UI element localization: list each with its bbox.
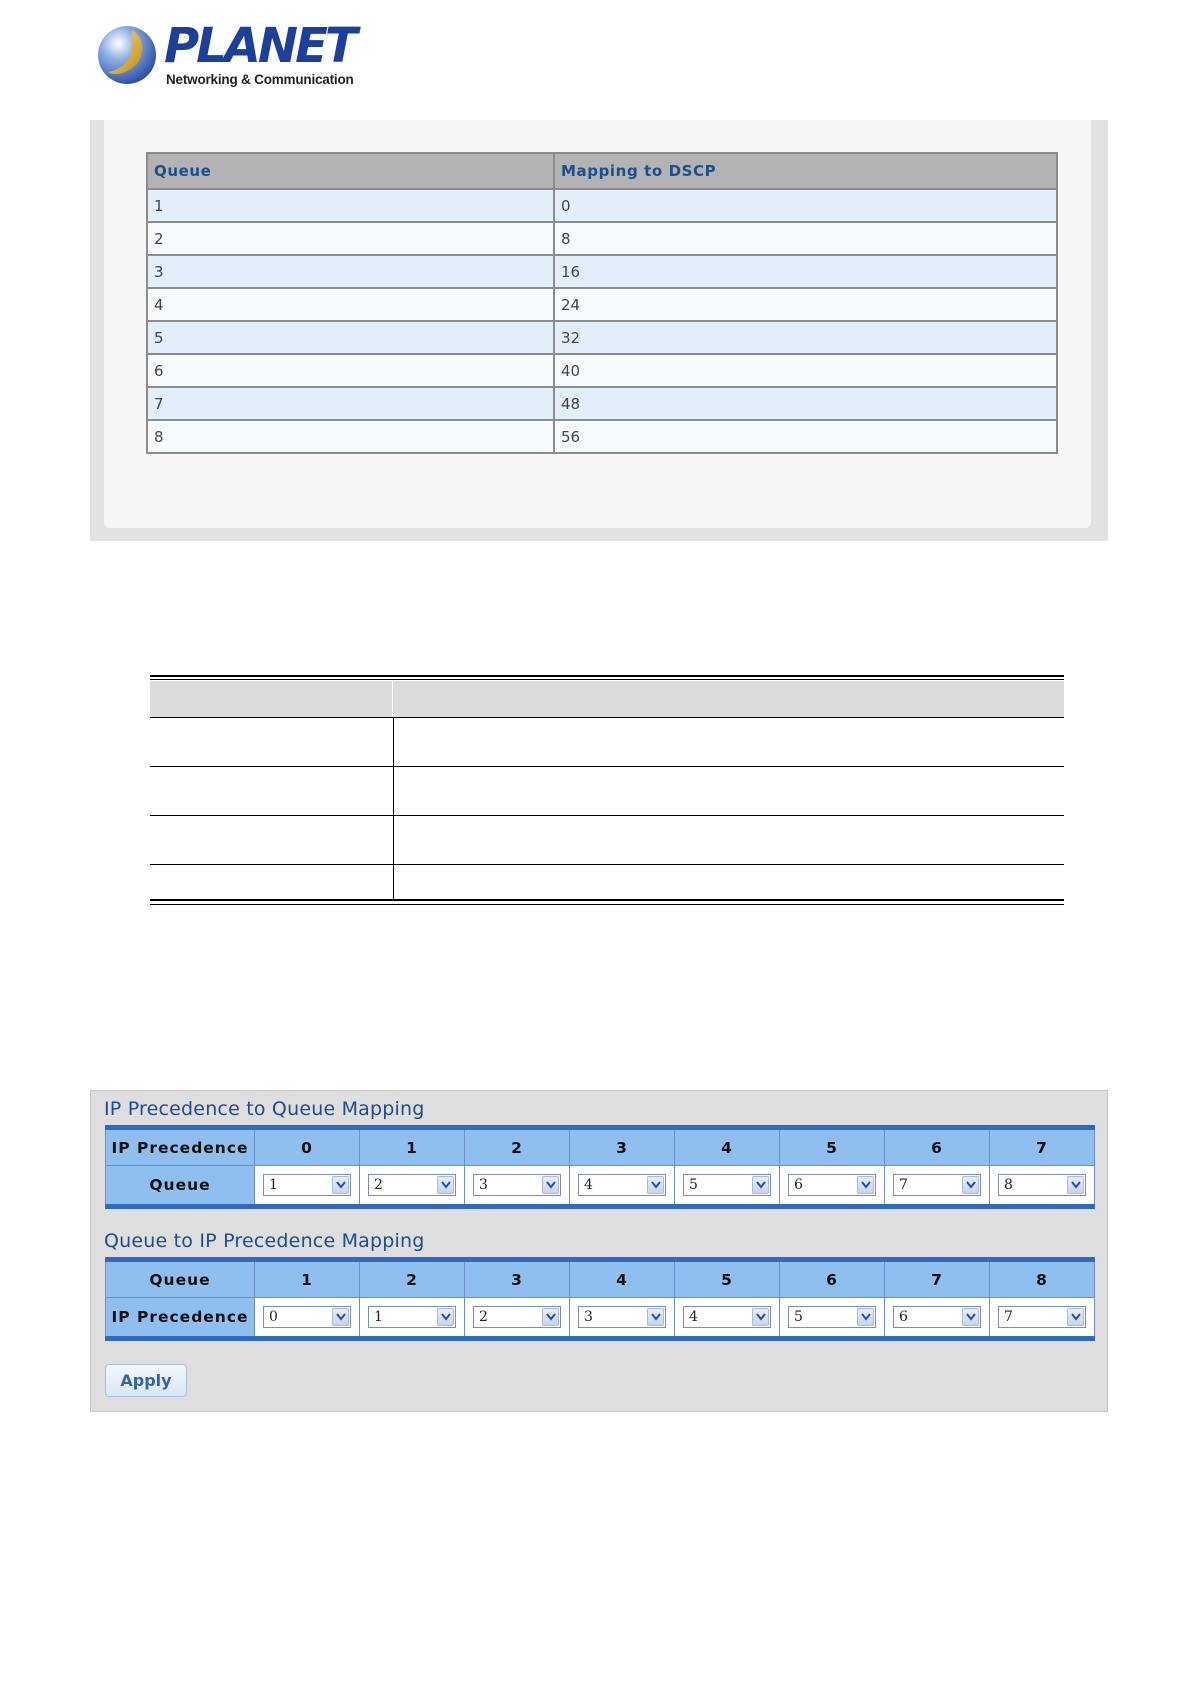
table-rule (150, 815, 1064, 816)
select-cell (675, 1298, 780, 1339)
queue-select[interactable] (893, 1174, 981, 1196)
dscp-cell: 40 (554, 354, 1057, 387)
select-value: 2 (479, 1309, 488, 1325)
description-table-header (150, 681, 1064, 717)
column-header: 6 (885, 1128, 990, 1166)
select-cell (465, 1166, 570, 1207)
select-value: 2 (374, 1177, 383, 1193)
column-header: 7 (990, 1128, 1095, 1166)
table-header-row (106, 1260, 1095, 1298)
queue-select[interactable] (998, 1174, 1086, 1196)
queue-cell: 4 (147, 288, 554, 321)
queue-cell: 5 (147, 321, 554, 354)
queue-cell: 7 (147, 387, 554, 420)
select-value: 7 (1004, 1309, 1013, 1325)
chevron-down-icon[interactable] (542, 1308, 559, 1326)
column-header: 5 (780, 1128, 885, 1166)
select-cell (360, 1166, 465, 1207)
ip-precedence-select[interactable] (263, 1306, 351, 1328)
select-value: 3 (479, 1177, 488, 1193)
ip-precedence-header-label: IP Precedence (106, 1128, 255, 1166)
chevron-down-icon[interactable] (752, 1176, 769, 1194)
select-cell (675, 1166, 780, 1207)
select-value: 3 (584, 1309, 593, 1325)
column-header: 4 (675, 1128, 780, 1166)
table-row (147, 420, 1057, 453)
column-header: 0 (255, 1128, 360, 1166)
dscp-cell: 48 (554, 387, 1057, 420)
column-header: 8 (990, 1260, 1095, 1298)
select-cell (780, 1166, 885, 1207)
ip-precedence-panel (90, 1090, 1108, 1412)
select-cell (570, 1166, 675, 1207)
chevron-down-icon[interactable] (332, 1308, 349, 1326)
queue-header-label: Queue (106, 1260, 255, 1298)
column-header: 4 (570, 1260, 675, 1298)
table-rule (150, 717, 1064, 718)
chevron-down-icon[interactable] (1067, 1308, 1084, 1326)
chevron-down-icon[interactable] (437, 1176, 454, 1194)
select-value: 4 (584, 1177, 593, 1193)
ip-to-queue-title: IP Precedence to Queue Mapping (104, 1098, 425, 1120)
header-queue: Queue (147, 153, 554, 189)
chevron-down-icon[interactable] (647, 1176, 664, 1194)
planet-logo (96, 18, 356, 92)
select-cell (255, 1166, 360, 1207)
column-header: 7 (885, 1260, 990, 1298)
select-value: 1 (374, 1309, 383, 1325)
select-cell (780, 1298, 885, 1339)
select-cell (570, 1298, 675, 1339)
select-cell (255, 1298, 360, 1339)
select-cell (990, 1298, 1095, 1339)
queue-select[interactable] (578, 1174, 666, 1196)
select-value: 1 (269, 1177, 278, 1193)
queue-cell: 6 (147, 354, 554, 387)
column-divider (393, 717, 394, 899)
logo-wordmark: PLANET (164, 18, 355, 74)
select-value: 4 (689, 1309, 698, 1325)
chevron-down-icon[interactable] (647, 1308, 664, 1326)
column-header: 1 (360, 1128, 465, 1166)
queue-to-ip-table (105, 1257, 1095, 1341)
queue-row-label: Queue (106, 1166, 255, 1207)
ip-precedence-select[interactable] (473, 1306, 561, 1328)
apply-button[interactable]: Apply (105, 1364, 187, 1397)
table-body-row (106, 1166, 1095, 1207)
ip-precedence-select[interactable] (578, 1306, 666, 1328)
column-header: 3 (570, 1128, 675, 1166)
select-value: 8 (1004, 1177, 1013, 1193)
select-value: 5 (794, 1309, 803, 1325)
dscp-cell: 32 (554, 321, 1057, 354)
table-rule (150, 679, 1064, 680)
dscp-mapping-panel (90, 120, 1108, 541)
queue-select[interactable] (473, 1174, 561, 1196)
table-rule (150, 899, 1064, 901)
ip-to-queue-table (105, 1125, 1095, 1209)
table-header-row (106, 1128, 1095, 1166)
select-cell (885, 1298, 990, 1339)
table-rule (150, 675, 1064, 677)
dscp-cell: 56 (554, 420, 1057, 453)
dscp-cell: 16 (554, 255, 1057, 288)
chevron-down-icon[interactable] (857, 1176, 874, 1194)
select-value: 6 (794, 1177, 803, 1193)
chevron-down-icon[interactable] (542, 1176, 559, 1194)
header-mapping-to-dscp: Mapping to DSCP (554, 153, 1057, 189)
table-row (147, 387, 1057, 420)
ip-precedence-select[interactable] (893, 1306, 981, 1328)
chevron-down-icon[interactable] (962, 1308, 979, 1326)
queue-cell: 1 (147, 189, 554, 222)
queue-cell: 3 (147, 255, 554, 288)
table-rule (150, 766, 1064, 767)
queue-select[interactable] (683, 1174, 771, 1196)
queue-select[interactable] (788, 1174, 876, 1196)
description-table (150, 675, 1064, 907)
column-header: 2 (465, 1128, 570, 1166)
globe-logo-icon (96, 24, 158, 86)
chevron-down-icon[interactable] (857, 1308, 874, 1326)
select-cell (885, 1166, 990, 1207)
queue-select[interactable] (263, 1174, 351, 1196)
select-value: 5 (689, 1177, 698, 1193)
queue-select[interactable] (368, 1174, 456, 1196)
table-row (147, 288, 1057, 321)
table-row (147, 255, 1057, 288)
dscp-mapping-inner (104, 120, 1091, 528)
column-header: 1 (255, 1260, 360, 1298)
select-cell (360, 1298, 465, 1339)
queue-dscp-table (146, 152, 1058, 454)
table-body-row (106, 1298, 1095, 1339)
ip-precedence-row-label: IP Precedence (106, 1298, 255, 1339)
queue-to-ip-title: Queue to IP Precedence Mapping (104, 1230, 425, 1252)
table-row (147, 321, 1057, 354)
queue-cell: 2 (147, 222, 554, 255)
table-row (147, 189, 1057, 222)
ip-precedence-select[interactable] (998, 1306, 1086, 1328)
logo-tagline: Networking & Communication (166, 72, 354, 87)
table-row (147, 354, 1057, 387)
column-header: 3 (465, 1260, 570, 1298)
column-header: 2 (360, 1260, 465, 1298)
column-header: 5 (675, 1260, 780, 1298)
table-rule (150, 904, 1064, 905)
select-cell (465, 1298, 570, 1339)
select-value: 0 (269, 1309, 278, 1325)
chevron-down-icon[interactable] (962, 1176, 979, 1194)
select-value: 6 (899, 1309, 908, 1325)
chevron-down-icon[interactable] (752, 1308, 769, 1326)
select-value: 7 (899, 1177, 908, 1193)
ip-precedence-select[interactable] (683, 1306, 771, 1328)
chevron-down-icon[interactable] (1067, 1176, 1084, 1194)
select-cell (990, 1166, 1095, 1207)
chevron-down-icon[interactable] (437, 1308, 454, 1326)
ip-precedence-select[interactable] (788, 1306, 876, 1328)
queue-cell: 8 (147, 420, 554, 453)
column-header: 6 (780, 1260, 885, 1298)
ip-precedence-select[interactable] (368, 1306, 456, 1328)
table-rule (150, 864, 1064, 865)
dscp-cell: 0 (554, 189, 1057, 222)
header-divider (392, 681, 393, 717)
dscp-cell: 24 (554, 288, 1057, 321)
dscp-cell: 8 (554, 222, 1057, 255)
table-row (147, 222, 1057, 255)
chevron-down-icon[interactable] (332, 1176, 349, 1194)
